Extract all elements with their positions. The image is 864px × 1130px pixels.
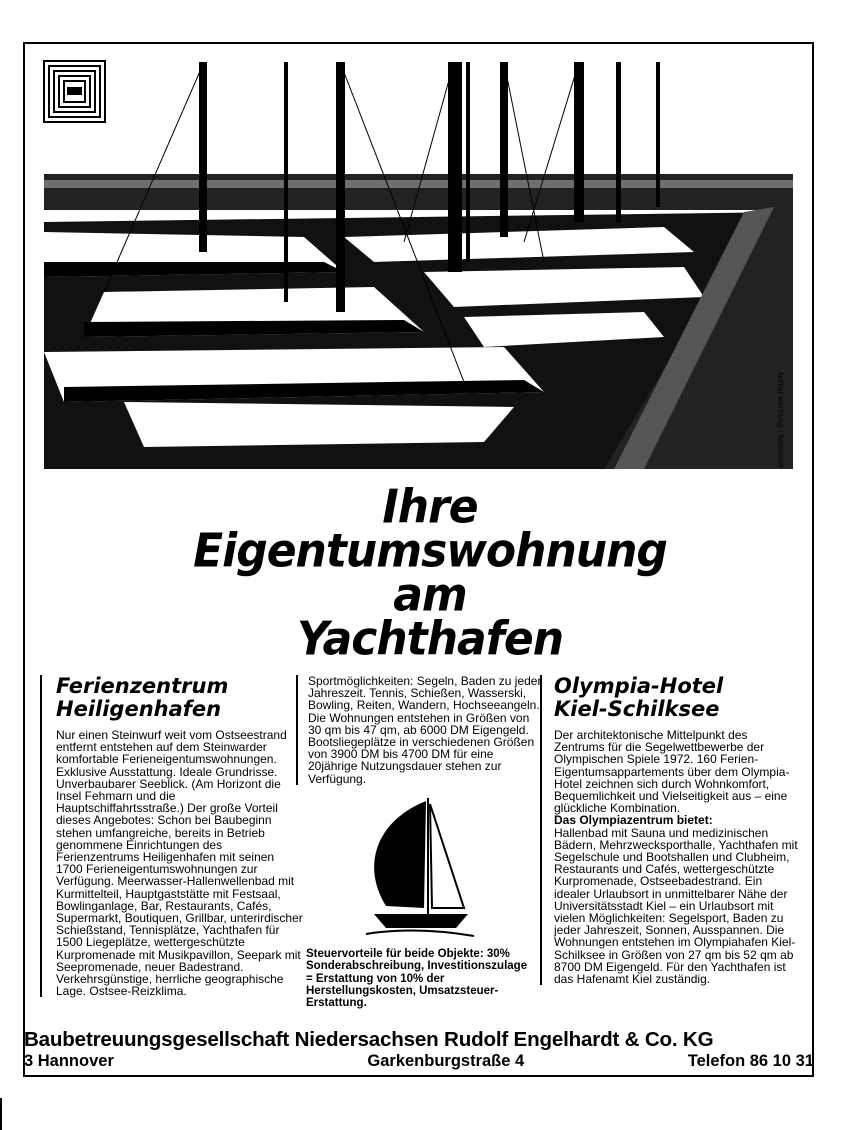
company-phone: Telefon 86 10 31: [687, 1052, 814, 1070]
tax-benefits-note: Steuervorteile für beide Objekte: 30% Sonderabschreibung, Investitionszulage = Erstattung von 10% der Herstellungskosten, Umsatzsteuer-Erstattung.: [306, 948, 528, 1010]
column-kiel-schilksee-title: [554, 675, 800, 721]
title-line: Olympia-Hotel: [554, 674, 724, 698]
company-city: 3 Hannover: [24, 1052, 114, 1070]
olympiazentrum-label: Das Olympiazentrum bietet:: [554, 813, 713, 828]
headline: [80, 480, 780, 667]
column-middle: [296, 675, 544, 785]
scan-edge-mark: [0, 1098, 2, 1130]
column-heiligenhafen-text: Nur einen Steinwurf weit vom Ostseestrand entfernt entstehen auf dem Steinwarder komfortable Ferieneigentumswohnungen. Exklusive Ausstattung. Ideale Grundrisse. Unverbaubarer Seeblick. (Am Horizont die Insel Fehmarn und die Hauptschiffahrtsstraße.) Der große Vorteil dieses Angebotes: Schon bei Baubeginn stehen umfangreiche, bereits in Betrieb genommene Einrichtungen des Ferienzentrums Heiligenhafen mit seinen 1700 Ferieneigentumswohnungen zur Verfügung. Meerwasser-Hallenwellenbad mit Kurmittelteil, Hauptgaststätte mit Festsaal, Bowlinganlage, Bar, Restaurants, Cafés, Supermarkt, Boutiquen, Grillbar, unterirdischer Schießstand, Tennisplätze, Yachthafen für 1500 Liegeplätze, wettergeschützte Kurpromenade mit Musikpavillon, Seepark mit Seepromenade, neuer Badestrand. Verkehrsgünstige, herrliche geographische Lage. Ostsee-Reizklima.: [56, 728, 303, 999]
headline-line-4: Yachthafen: [296, 612, 564, 667]
column-heiligenhafen-title: [56, 675, 304, 721]
company-name: Baubetreuungsgesellschaft Niedersachsen Rudolf Engelhardt & Co. KG: [24, 1028, 714, 1051]
column-kiel-text-a: Der architektonische Mittelpunkt des Zentrums für die Segelwettbewerbe der Olympischen Spiele 1972. 160 Ferien-Eigentumsappartements über dem Olympia-Hotel zeichnen sich durch Wohnkomfort, Bequemlichkeit und Vielseitigkeit aus – eine glückliche Kombination.: [554, 728, 790, 816]
headline-line-1: Ihre: [382, 480, 478, 535]
company-logo: [43, 60, 106, 123]
company-address: [24, 1052, 814, 1071]
headline-line-2: Eigentumswohnung: [193, 524, 667, 579]
column-middle-text: Sportmöglichkeiten: Segeln, Baden zu jeder Jahreszeit. Tennis, Schießen, Wasserski, Bowling, Reiten, Wandern, Hochseeangeln. Die Wohnungen entstehen in Größen von 30 qm bis 47 qm, ab 6000 DM Eigengeld. Bootsliegeplätze in verschiedenen Größen von 3900 DM bis 4700 DM für eine 20jährige Nutzungsdauer stehen zur Verfügung.: [308, 674, 542, 786]
company-street: Garkenburgstraße 4: [367, 1052, 525, 1070]
headline-line-3: am: [393, 568, 467, 623]
title-line: Heiligenhafen: [56, 697, 222, 721]
marina-photo: [44, 62, 793, 469]
sailboat-illustration: [356, 796, 476, 946]
column-kiel-schilksee: [540, 675, 800, 985]
column-heiligenhafen: [40, 675, 304, 997]
photo-credit: kerbsi werbung · hannover: [776, 372, 786, 469]
title-line: Kiel-Schilksee: [554, 697, 720, 721]
title-line: Ferienzentrum: [56, 674, 229, 698]
column-kiel-text-b: Hallenbad mit Sauna und medizinischen Bädern, Mehrzwecksporthalle, Yachthafen mit Segelschule und Bootshallen und Clubheim, Restaurants und Cafés, wettergeschützte Kurpromenade, Ostseebadestrand. Ein idealer Urlaubsort in unmittelbarer Nähe der Universitätsstadt Kiel – ein Urlaubsort mit vielen Möglichkeiten: Segelsport, Baden zu jeder Jahreszeit, Sonnen, Ausspannen. Die Wohnungen entstehen im Olympiahafen Kiel-Schilksee in Größen von 27 qm bis 52 qm ab 8700 DM Eigengeld. Für den Yachthafen ist das Hafenamt Kiel zuständig.: [554, 825, 798, 987]
